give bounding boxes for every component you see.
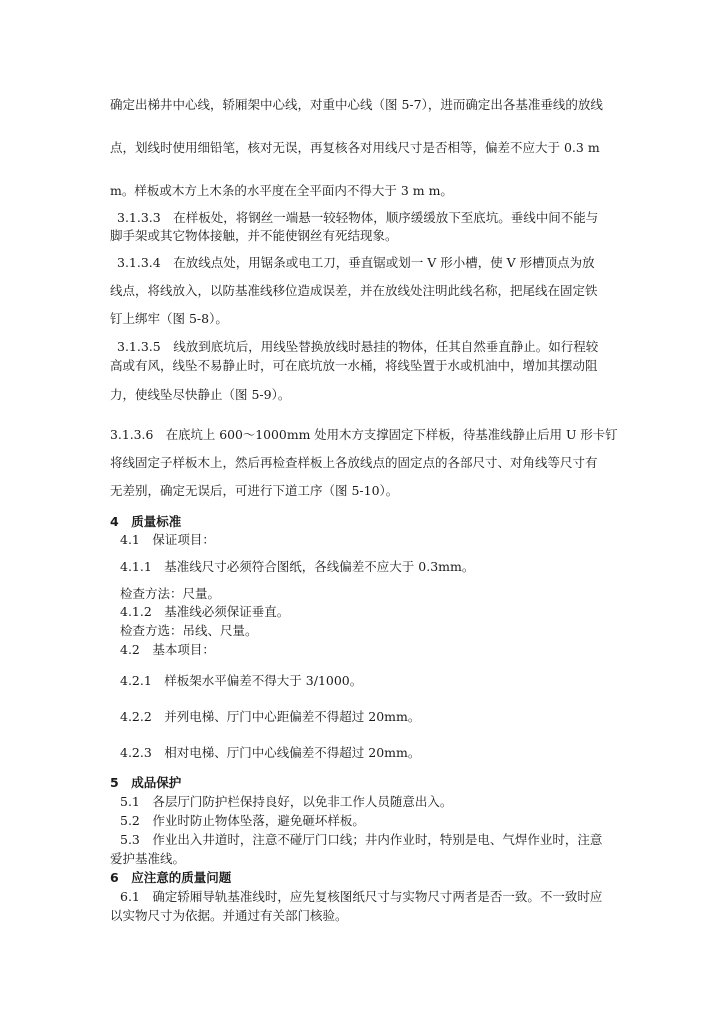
section-4-2-1: 4.2.1 样板架水平偏差不得大于 3/1000。 bbox=[120, 673, 363, 688]
clause-3136-line-3: 无差别，确定无误后，可进行下道工序（图 5-10）。 bbox=[110, 483, 399, 498]
section-6-1-line-2: 以实物尺寸为依据。并通过有关部门核验。 bbox=[110, 908, 348, 923]
paragraph-intro-line-2: 点，划线时使用细铅笔，核对无误，再复核各对用线尺寸是否相等，偏差不应大于 0.3 m bbox=[110, 140, 600, 155]
clause-3134-line-2: 线点，将线放入，以防基准线移位造成误差，并在放线处注明此线名称，把尾线在固定铁 bbox=[110, 283, 598, 298]
section-6-1-line-1: 6.1 确定轿厢导轨基准线时，应先复核图纸尺寸与实物尺寸两者是否一致。不一致时应 bbox=[120, 889, 603, 904]
section-5-2: 5.2 作业时防止物体坠落，避免砸坏样板。 bbox=[120, 813, 365, 828]
section-4-heading: 4 质量标准 bbox=[110, 514, 182, 529]
check-method-1: 检查方法：尺量。 bbox=[120, 586, 221, 601]
section-4-2-3: 4.2.3 相对电梯、厅门中心线偏差不得超过 20mm。 bbox=[120, 745, 421, 760]
section-6-heading: 6 应注意的质量问题 bbox=[110, 870, 232, 885]
clause-3134-line-1: 3.1.3.4 在放线点处，用锯条或电工刀，垂直锯或划一 V 形小槽，使 V 形槽顶点为放 bbox=[117, 255, 595, 270]
section-5-3-line-2: 爱护基准线。 bbox=[110, 851, 186, 866]
paragraph-intro-line-1: 确定出梯井中心线，轿厢架中心线，对重中心线（图 5-7），进而确定出各基准垂线的放线 bbox=[110, 97, 603, 112]
clause-3136-line-1: 3.1.3.6 在底坑上 600～1000mm 处用木方支撑固定下样板，待基准线静止后用 U 形卡钉 bbox=[110, 427, 618, 442]
clause-3136-line-2: 将线固定子样板木上，然后再检查样板上各放线点的固定点的各部尺寸、对角线等尺寸有 bbox=[110, 455, 598, 470]
clause-3135-line-2: 高或有风，线坠不易静止时，可在底坑放一水桶，将线坠置于水或机油中，增加其摆动阻 bbox=[110, 358, 598, 373]
section-4-1-1: 4.1.1 基准线尺寸必须符合图纸，各线偏差不应大于 0.3mm。 bbox=[120, 559, 475, 574]
clause-3133-line-2: 脚手架或其它物体接触，并不能使钢丝有死结现象。 bbox=[110, 228, 398, 243]
clause-3135-line-1: 3.1.3.5 线放到底坑后，用线坠替换放线时悬挂的物体，任其自然垂直静止。如行程较 bbox=[117, 339, 599, 354]
section-4-1-2: 4.1.2 基准线必须保证垂直。 bbox=[120, 604, 290, 619]
clause-3135-line-3: 力，使线坠尽快静止（图 5-9）。 bbox=[110, 387, 291, 402]
clause-3134-line-3: 钉上绑牢（图 5-8）。 bbox=[110, 311, 228, 326]
check-method-2: 检查方选：吊线、尺量。 bbox=[120, 623, 258, 638]
paragraph-intro-line-3: m。样板或木方上木条的水平度在全平面内不得大于 3 m m。 bbox=[110, 183, 453, 198]
clause-3133-line-1: 3.1.3.3 在样板处，将钢丝一端悬一较轻物体，顺序缓缓放下至底坑。垂线中间不能与 bbox=[117, 210, 599, 225]
section-5-1: 5.1 各层厅门防护栏保持良好，以免非工作人员随意出入。 bbox=[120, 794, 453, 809]
section-4-2: 4.2 基本项目： bbox=[120, 642, 215, 657]
section-4-2-2: 4.2.2 并列电梯、厅门中心距偏差不得超过 20mm。 bbox=[120, 709, 421, 724]
section-5-heading: 5 成品保护 bbox=[110, 775, 182, 790]
section-5-3-line-1: 5.3 作业出入井道时，注意不碰厅门口线；井内作业时，特别是电、气焊作业时，注意 bbox=[120, 832, 603, 847]
section-4-1: 4.1 保证项目： bbox=[120, 532, 215, 547]
